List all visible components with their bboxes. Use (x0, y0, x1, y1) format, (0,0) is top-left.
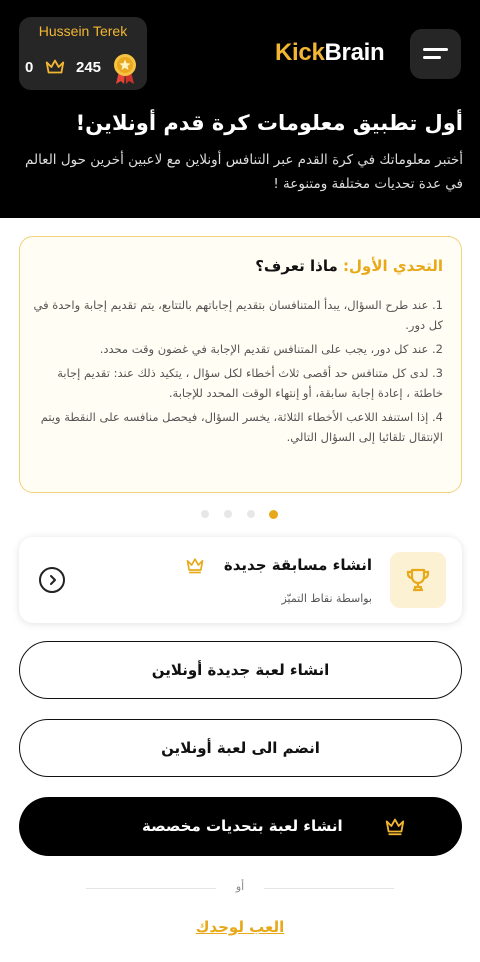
hero-subtitle: أختبر معلوماتك في كرة القدم عبر التنافس أونلاين مع لاعبين أخرين حول العالم في عدة تحديات مختلفة ومتنوعة ! (24, 152, 463, 192)
divider-line (86, 888, 216, 889)
challenge-title-accent: التحدي الأول: (343, 257, 443, 275)
new-competition-title: انشاء مسابقة جديدة (223, 556, 372, 574)
rule-item: 1. عند طرح السؤال، يبدأ المتنافسان بتقديم إجاباتهم بالتتابع، يتم تقديم إجابة واحدة في كل دور. (33, 298, 443, 332)
chevron-right-icon (47, 574, 59, 586)
medal-icon (112, 53, 138, 85)
trophy-badge (390, 552, 446, 608)
challenge-title (255, 257, 443, 275)
create-online-game-button[interactable]: انشاء لعبة جديدة أونلاين (19, 641, 462, 699)
menu-button[interactable] (410, 29, 461, 79)
or-text: أو (235, 880, 245, 893)
brand-kick-text: Kick (275, 39, 325, 66)
create-custom-game-label: انشاء لعبة بتحديات مخصصة (142, 817, 343, 835)
app-header (0, 0, 480, 218)
trophy-icon (404, 566, 432, 594)
challenge-title-rest: ماذا تعرف؟ (255, 257, 343, 275)
rule-item: 4. إذا استنفد اللاعب الأخطاء الثلاثة، يخسر السؤال، فيحصل منافسه على النقطة ويتم الإنتقال تلقائيا إلى السؤال التالي. (40, 410, 443, 444)
play-solo-link[interactable]: العب لوحدك (195, 918, 285, 936)
crown-icon (384, 815, 406, 837)
rules-list (31, 295, 443, 451)
carousel-dot[interactable] (224, 510, 232, 518)
username: Hussein Terek (38, 23, 128, 39)
points-count: 245 (76, 59, 102, 76)
carousel-dot[interactable] (201, 510, 209, 518)
join-online-game-button[interactable]: انضم الى لعبة أونلاين (19, 719, 462, 777)
rule-item: 3. لدى كل متنافس حد أقصى ثلاث أخطاء لكل سؤال ، يتكيد ذلك عند: تقديم إجابة خاطئة ، إعادة إجابة سابقة، أو إنتهاء الوقت المحدد للإجابة. (57, 366, 443, 400)
brand-brain-text: Brain (324, 39, 385, 66)
carousel-dot[interactable] (247, 510, 255, 518)
create-custom-game-button[interactable] (19, 797, 462, 856)
rule-item: 2. عند كل دور، يجب على المتنافس تقديم الإجابة في غضون وقت محدد. (99, 342, 443, 356)
new-competition-card[interactable] (19, 537, 462, 623)
crown-icon (185, 555, 205, 575)
challenge-card[interactable] (19, 236, 462, 493)
divider-line (264, 888, 394, 889)
user-stats-card[interactable] (19, 17, 147, 90)
carousel-dot-active[interactable] (269, 510, 278, 519)
or-divider (86, 880, 394, 896)
chevron-right-button[interactable] (39, 567, 65, 593)
crown-icon (44, 56, 66, 78)
brand-logo (275, 39, 384, 67)
new-competition-subtitle: بواسطة نقاط التميّز (281, 592, 372, 605)
hero-title: أول تطبيق معلومات كرة قدم أونلاين! (75, 111, 463, 135)
crowns-count: 0 (25, 59, 34, 76)
carousel-dots (201, 510, 281, 520)
